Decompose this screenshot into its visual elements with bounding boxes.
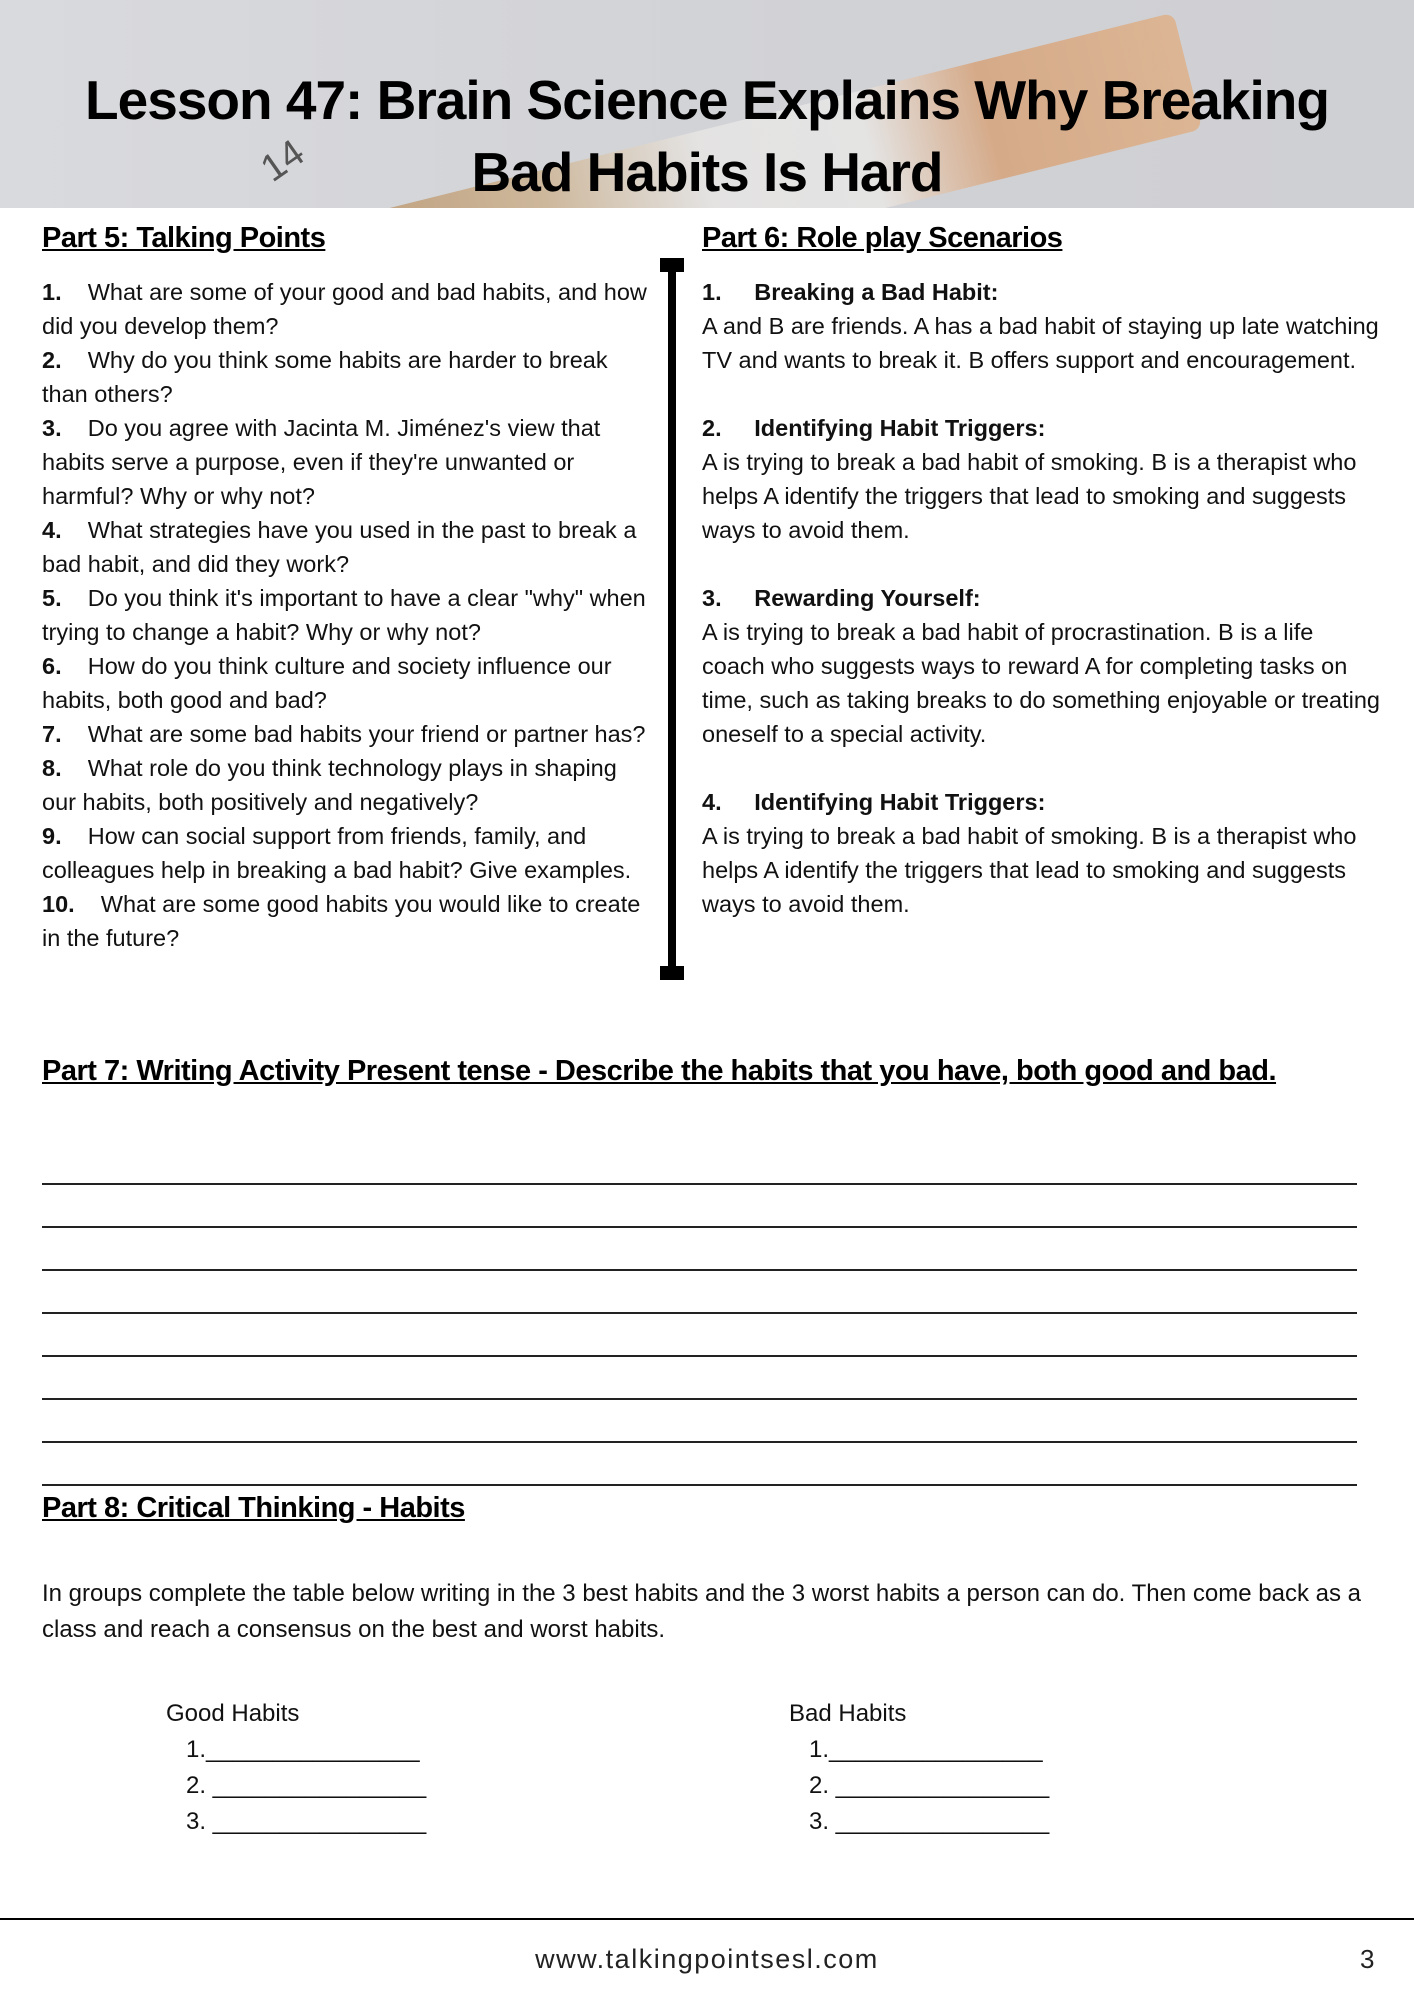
item-number: 3. bbox=[42, 415, 62, 441]
good-habit-blank[interactable]: 1.________________ bbox=[186, 1736, 420, 1763]
item-text: How can social support from friends, family, and colleagues help in breaking a bad habit? Give examples. bbox=[42, 823, 632, 883]
roleplay-item bbox=[702, 581, 1382, 751]
writing-lines[interactable] bbox=[42, 1142, 1357, 1486]
talking-point-item bbox=[42, 343, 652, 411]
roleplay-text: A is trying to break a bad habit of procrastination. B is a life coach who suggests ways to reward A for completing tasks on time, such as taking breaks to do something enjoyable or treating oneself to a special activity. bbox=[702, 619, 1380, 747]
item-text: What are some good habits you would like to create in the future? bbox=[42, 891, 641, 951]
page-title-line1: Lesson 47: Brain Science Explains Why Breaking bbox=[85, 69, 1329, 131]
page-number: 3 bbox=[1360, 1944, 1375, 1974]
item-number: 2. bbox=[42, 347, 62, 373]
bad-habit-blank[interactable]: 1.________________ bbox=[809, 1736, 1043, 1763]
item-number: 5. bbox=[42, 585, 62, 611]
roleplay-item bbox=[702, 275, 1382, 377]
good-habits-label: Good Habits bbox=[166, 1700, 300, 1727]
roleplay-item bbox=[702, 411, 1382, 547]
roleplay-text: A and B are friends. A has a bad habit of staying up late watching TV and wants to break it. B offers support and encouragement. bbox=[702, 313, 1379, 373]
item-text: Do you think it's important to have a clear "why" when trying to change a habit? Why or why not? bbox=[42, 585, 646, 645]
item-number: 9. bbox=[42, 823, 62, 849]
item-text: Why do you think some habits are harder to break than others? bbox=[42, 347, 608, 407]
talking-points-list bbox=[42, 275, 652, 955]
talking-point-item bbox=[42, 819, 652, 887]
item-text: What are some of your good and bad habits, and how did you develop them? bbox=[42, 279, 647, 339]
item-number: 3. bbox=[702, 585, 722, 611]
item-number: 8. bbox=[42, 755, 62, 781]
item-text: How do you think culture and society influence our habits, both good and bad? bbox=[42, 653, 612, 713]
roleplay-text: A is trying to break a bad habit of smoking. B is a therapist who helps A identify the triggers that lead to smoking and suggests ways to avoid them. bbox=[702, 449, 1357, 543]
header-banner bbox=[0, 0, 1414, 208]
roleplay-list bbox=[702, 275, 1382, 955]
talking-point-item bbox=[42, 717, 652, 751]
item-text: What strategies have you used in the past to break a bad habit, and did they work? bbox=[42, 517, 637, 577]
bad-habit-blank[interactable]: 2. ________________ bbox=[809, 1772, 1050, 1799]
footer-divider bbox=[0, 1918, 1414, 1920]
part8-heading: Part 8: Critical Thinking - Habits bbox=[42, 1492, 465, 1524]
bad-habits-label: Bad Habits bbox=[789, 1700, 907, 1727]
talking-point-item bbox=[42, 887, 652, 955]
part8-instructions: In groups complete the table below writing in the 3 best habits and the 3 worst habits a person can do. Then come back as a class and reach a consensus on the best and worst habits. bbox=[42, 1580, 1362, 1643]
talking-point-item bbox=[42, 275, 652, 343]
item-number: 4. bbox=[702, 789, 722, 815]
roleplay-title: Identifying Habit Triggers: bbox=[754, 415, 1046, 441]
bad-habits-table bbox=[789, 1696, 1049, 1840]
item-number: 4. bbox=[42, 517, 62, 543]
footer-url[interactable]: www.talkingpointsesl.com bbox=[535, 1944, 879, 1974]
roleplay-title: Identifying Habit Triggers: bbox=[754, 789, 1046, 815]
roleplay-title: Breaking a Bad Habit: bbox=[754, 279, 999, 305]
talking-point-item bbox=[42, 411, 652, 513]
part6-heading: Part 6: Role play Scenarios bbox=[702, 222, 1063, 254]
item-text: Do you agree with Jacinta M. Jiménez's view that habits serve a purpose, even if they're unwanted or harmful? Why or why not? bbox=[42, 415, 601, 509]
talking-point-item bbox=[42, 751, 652, 819]
column-divider bbox=[668, 262, 676, 974]
divider-bottom-cap-icon bbox=[660, 966, 684, 980]
item-number: 1. bbox=[42, 279, 62, 305]
roleplay-item bbox=[702, 785, 1382, 921]
roleplay-text: A is trying to break a bad habit of smoking. B is a therapist who helps A identify the triggers that lead to smoking and suggests ways to avoid them. bbox=[702, 823, 1357, 917]
item-number: 10. bbox=[42, 891, 75, 917]
item-number: 6. bbox=[42, 653, 62, 679]
talking-point-item bbox=[42, 513, 652, 581]
item-number: 2. bbox=[702, 415, 722, 441]
page-title-line2: Bad Habits Is Hard bbox=[471, 141, 943, 203]
good-habit-blank[interactable]: 2. ________________ bbox=[186, 1772, 427, 1799]
good-habits-table bbox=[166, 1696, 426, 1840]
bad-habit-blank[interactable]: 3. ________________ bbox=[809, 1808, 1050, 1835]
talking-point-item bbox=[42, 649, 652, 717]
background-number: 14 bbox=[253, 131, 313, 191]
item-number: 7. bbox=[42, 721, 62, 747]
item-text: What are some bad habits your friend or partner has? bbox=[87, 721, 646, 747]
item-text: What role do you think technology plays in shaping our habits, both positively and negatively? bbox=[42, 755, 617, 815]
roleplay-title: Rewarding Yourself: bbox=[754, 585, 981, 611]
talking-point-item bbox=[42, 581, 652, 649]
part5-heading: Part 5: Talking Points bbox=[42, 222, 326, 254]
part7-heading: Part 7: Writing Activity Present tense - Describe the habits that you have, both good and bad. bbox=[42, 1055, 1277, 1087]
good-habit-blank[interactable]: 3. ________________ bbox=[186, 1808, 427, 1835]
item-number: 1. bbox=[702, 279, 722, 305]
